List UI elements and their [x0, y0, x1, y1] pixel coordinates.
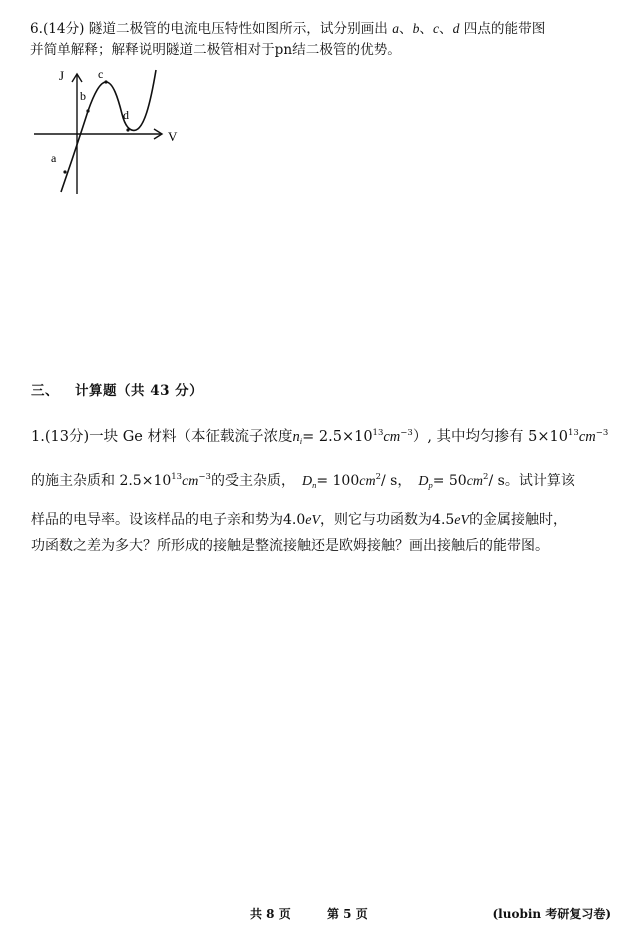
- point-b-ref: b: [412, 21, 420, 36]
- work-function-value: 4.5: [432, 512, 455, 528]
- point-a-marker: [63, 170, 66, 173]
- question-1-line-4: 功函数之差为多大？所形成的接触是整流接触还是欧姆接触？画出接触后的能带图。: [31, 538, 549, 554]
- question-1-number: 1.(13分): [31, 429, 90, 445]
- ni-value: = 2.5×10: [302, 429, 373, 445]
- unit-ev: eV: [454, 513, 470, 528]
- unit-cm: cm: [182, 474, 199, 489]
- question-1-text: 。试计算该: [504, 473, 575, 489]
- unit-cm: cm: [383, 429, 401, 445]
- subscript-i: i: [299, 436, 303, 446]
- unit-per-s: / s: [380, 473, 398, 489]
- question-1-text: ）, 其中均匀掺有 5×10: [412, 429, 568, 445]
- question-6-line-1: [30, 18, 620, 40]
- point-d-ref: d: [452, 21, 460, 36]
- separator: 、: [398, 21, 413, 37]
- question-6-number: 6.(14分): [30, 21, 85, 37]
- question-1-text: 的金属接触时，: [469, 512, 568, 528]
- question-1-text: 的受主杂质，: [210, 473, 295, 489]
- graph-label-a: a: [51, 151, 57, 165]
- footer-source: (luobin 考研复习卷): [492, 907, 611, 921]
- axis-label-j: J: [59, 68, 65, 83]
- unit-ev: eV: [305, 513, 321, 528]
- question-6-text: 隧道二极管的电流电压特性如图所示，试分别画出: [88, 21, 388, 37]
- question-1-text: 一块 Ge 材料（本征载流子浓度: [89, 429, 293, 445]
- section-title: 计算题（共 43 分）: [75, 383, 204, 399]
- iv-curve: [61, 70, 156, 192]
- footer-total-pages: 共 8 页: [250, 907, 291, 921]
- question-1-line-1: [31, 425, 608, 446]
- graph-label-b: b: [80, 89, 86, 103]
- point-c-ref: c: [432, 21, 440, 36]
- separator: 、: [439, 21, 453, 37]
- exponent: 13: [171, 472, 183, 482]
- footer-page-number: 第 5 页: [327, 907, 368, 921]
- question-6-line-2: 并简单解释；解释说明隧道二极管相对于pn结二极管的优势。: [30, 42, 401, 58]
- question-1-text: 的施主杂质和 2.5×10: [31, 473, 172, 489]
- separator: 、: [419, 21, 433, 37]
- subscript-p: p: [428, 480, 433, 490]
- question-1-text: ，则它与功函数为: [320, 512, 433, 528]
- tunnel-diode-iv-graph: [30, 66, 180, 198]
- exponent: 13: [567, 428, 579, 438]
- exponent: −3: [595, 428, 609, 438]
- unit-per-s: / s: [488, 473, 505, 489]
- question-1-line-2: [31, 470, 575, 490]
- subscript-n: n: [312, 480, 317, 490]
- dp-value: = 50: [432, 473, 467, 489]
- symbol-ni: n: [292, 429, 300, 445]
- graph-label-d: d: [123, 108, 129, 122]
- symbol-dp: D: [418, 474, 429, 489]
- axis-label-v: V: [168, 129, 178, 144]
- unit-cm: cm: [466, 474, 484, 489]
- question-6: [30, 18, 620, 61]
- question-6-text-end: 四点的能带图: [463, 21, 546, 37]
- point-d-marker: [126, 128, 129, 131]
- dn-value: = 100: [316, 473, 360, 489]
- graph-label-c: c: [98, 67, 104, 81]
- question-1-line-3: [31, 509, 567, 529]
- exponent: 2: [483, 472, 489, 482]
- exponent: 2: [375, 472, 381, 482]
- exponent: −3: [198, 472, 211, 482]
- section-number: 三、: [31, 383, 59, 399]
- section-heading: [31, 379, 203, 399]
- exponent: −3: [400, 428, 413, 438]
- symbol-dn: D: [301, 474, 313, 489]
- point-c-marker: [104, 80, 107, 83]
- point-a-ref: a: [392, 21, 399, 36]
- exponent: 13: [372, 428, 384, 438]
- unit-cm: cm: [359, 474, 376, 489]
- unit-cm: cm: [578, 429, 596, 445]
- comma: ，: [397, 473, 412, 489]
- question-1-text: 样品的电导率。设该样品的电子亲和势为: [31, 512, 283, 528]
- electron-affinity-value: 4.0: [283, 512, 306, 528]
- point-b-marker: [86, 109, 89, 112]
